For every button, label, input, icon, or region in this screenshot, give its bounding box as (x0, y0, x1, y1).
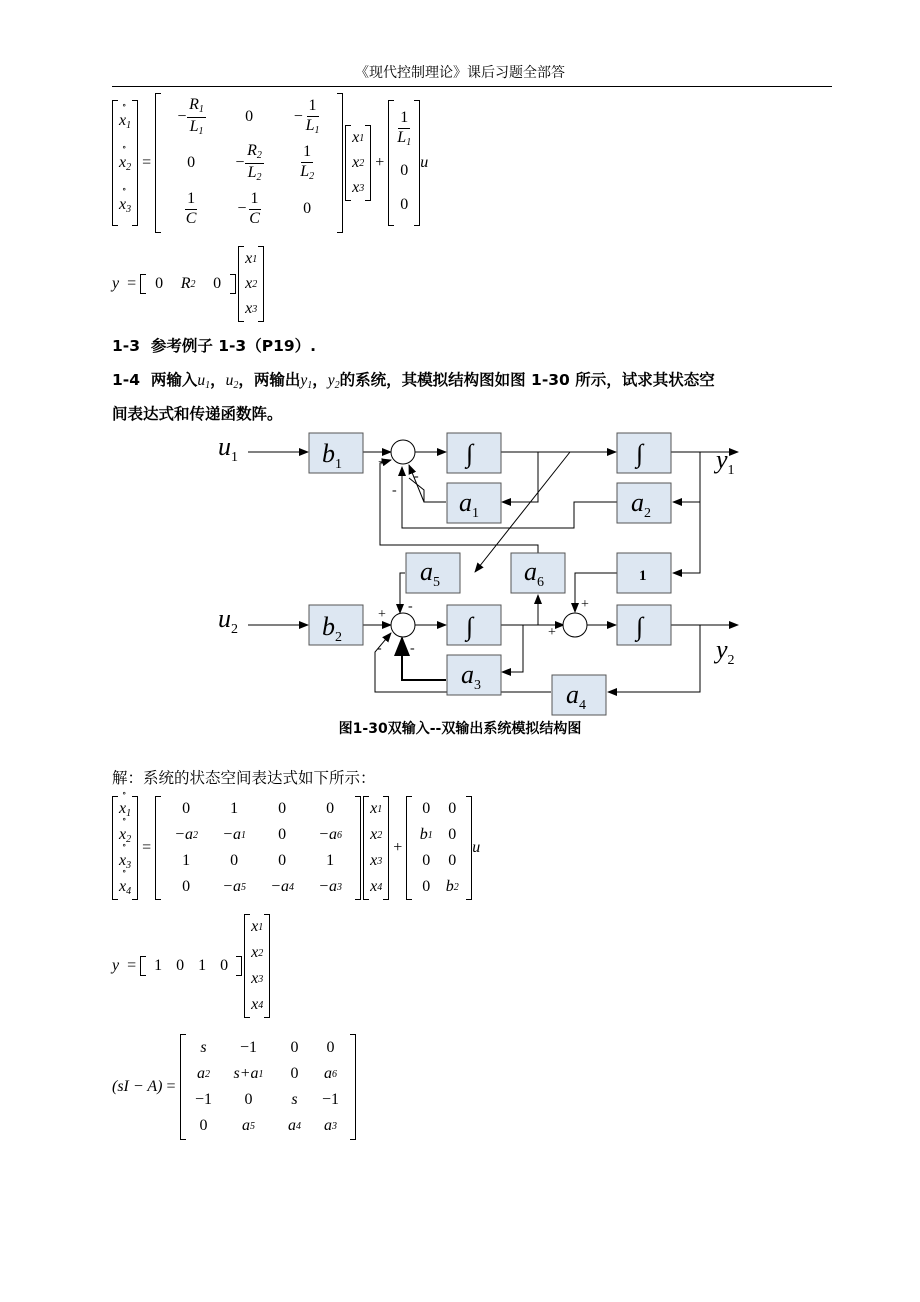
system-matrix-A: − $\frac{R_1}{L_1}$ 0 − $\frac{1}{L_1}$ 0 − $\frac{R_2}{L_2}$ $\frac{1}{L_2}$ $\frac{1}{C}$ − $\frac{1}{C}$ 0 (155, 93, 343, 233)
problem-1-3: 1-3 参考例子 1-3（P19）. (112, 337, 317, 355)
state-vector: x 1 x 2 x 3 (345, 125, 371, 201)
integrator-3: ∫ (466, 612, 474, 641)
svg-text:-: - (377, 641, 382, 656)
state-vector: x 1 x 2 x 3 (238, 246, 264, 322)
state-equation-1: ∘ $x_1$ ∘ $x_2$ ∘ $x_3$ = − $\frac{R_1}{L_1}$ 0 − $\frac{1}{L_1}$ 0 − $\frac{R_2}{L_2}$ $\frac{1}{L_2}$ $\frac{1}{C}$ − $\frac{1}{C}$ 0 x 1 x 2 x 3 + $\frac{1}{L_1}$ 0 0 u (112, 93, 428, 233)
svg-text:+: + (581, 597, 589, 612)
state-derivative-vector: ∘ $x_1$ ∘ $x_2$ ∘ $x_3$ (112, 100, 138, 226)
block-a4: $a_4$ (566, 680, 586, 713)
integrator-4: ∫ (636, 612, 644, 641)
block-b1: $b_1$ (322, 439, 342, 472)
block-a3: $a_3$ (461, 660, 481, 693)
solution-intro: 解：系统的状态空间表达式如下所示： (112, 769, 376, 787)
input-u: u (420, 154, 429, 171)
input-u1-label: $u_1$ (218, 432, 238, 465)
block-a2: $a_2$ (631, 488, 651, 521)
input-matrix-B4: 0 0 b 1 0 0 0 0 b 2 (406, 796, 472, 900)
si-minus-a-equation: (sI − A) = s −1 0 0 a 2 s+a 1 0 a 6 −1 0 s −1 0 a 5 a 4 a 3 (112, 1034, 356, 1140)
output-y1-label: $y_1$ (716, 445, 735, 478)
block-a6: $a_6$ (524, 557, 544, 590)
problem-1-4-line2: 间表达式和传递函数阵。 (112, 405, 283, 423)
input-u2-label: $u_2$ (218, 604, 238, 637)
figure-caption: 图1-30双输入--双输出系统模拟结构图 (338, 721, 582, 737)
state-vector-4: x 1 x 2 x 3 x 4 (244, 914, 270, 1018)
block-diagram (0, 420, 920, 720)
si-minus-a-matrix: s −1 0 0 a 2 s+a 1 0 a 6 −1 0 s −1 0 a 5 a 4 a 3 (180, 1034, 356, 1140)
state-equation-2: ∘ $x_1$ ∘ $x_2$ ∘ $x_3$ ∘ $x_4$ = 0 1 0 0 −a 2 −a 1 0 −a 6 1 0 0 1 0 −a 5 −a 4 −a 3 x 1 x 2 x 3 x 4 + 0 0 b 1 0 0 0 0 b 2 u (112, 796, 480, 900)
header-rule (112, 86, 832, 87)
state-derivative-vector-4: ∘ $x_1$ ∘ $x_2$ ∘ $x_3$ ∘ $x_4$ (112, 796, 138, 900)
svg-text:+: + (378, 607, 386, 622)
block-a5: $a_5$ (420, 557, 440, 590)
problem-1-4-line1: 1-4 两输入$u_1$，$u_2$，两输出$y_1$，$y_2$的系统，其模拟结构图如图 1-30 所示，试求其状态空 (112, 371, 715, 391)
page-header: 《现代控制理论》课后习题全部答 (355, 65, 565, 81)
block-one: 1 (639, 568, 647, 584)
block-a1: $a_1$ (459, 488, 479, 521)
integrator-2: ∫ (636, 439, 644, 468)
state-vector-4: x 1 x 2 x 3 x 4 (363, 796, 389, 900)
output-equation-2: y = 1 0 1 0 x 1 x 2 x 3 x 4 (112, 914, 270, 1018)
output-matrix-C: 0 R 2 0 (140, 274, 236, 294)
svg-text:-: - (414, 469, 419, 484)
svg-text:+: + (378, 455, 386, 470)
system-matrix-A4: 0 1 0 0 −a 2 −a 1 0 −a 6 1 0 0 1 0 −a 5 −a 4 −a 3 (155, 796, 361, 900)
integrator-1: ∫ (466, 439, 474, 468)
svg-text:+: + (548, 625, 556, 640)
output-equation-1: y = 0 R 2 0 x 1 x 2 x 3 (112, 246, 264, 322)
svg-text:-: - (392, 483, 397, 498)
block-b2: $b_2$ (322, 612, 342, 645)
output-matrix-C4: 1 0 1 0 (140, 956, 242, 976)
svg-text:-: - (408, 599, 413, 614)
input-matrix-B: $\frac{1}{L_1}$ 0 0 (388, 100, 420, 226)
output-y2-label: $y_2$ (716, 635, 735, 668)
svg-text:-: - (410, 641, 415, 656)
